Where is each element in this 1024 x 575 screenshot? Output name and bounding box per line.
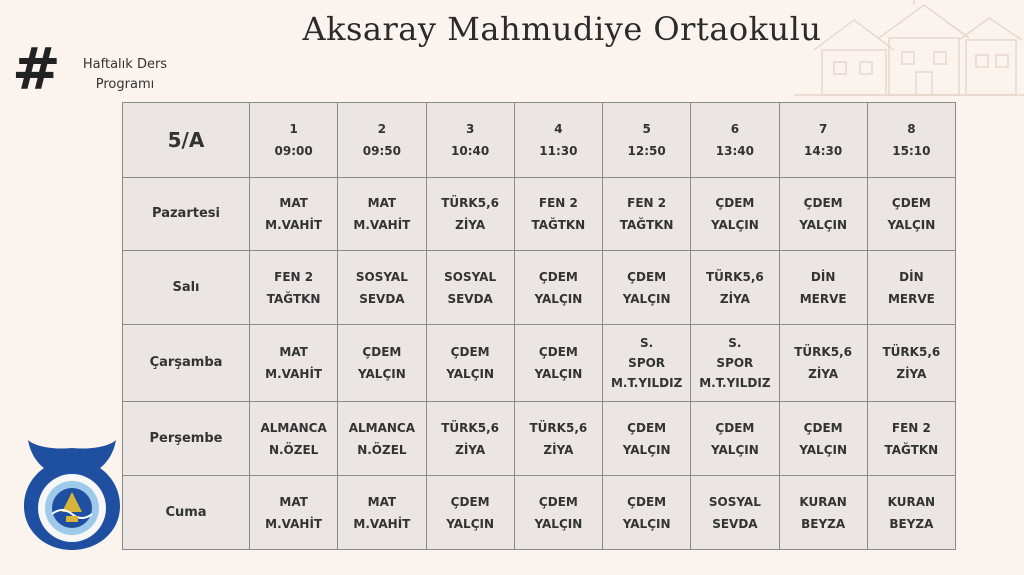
lesson-name: ÇDEM <box>803 196 843 210</box>
lesson-cell <box>603 476 691 550</box>
period-number: 8 <box>907 122 916 136</box>
lesson-cell <box>603 178 691 251</box>
period-number: 4 <box>554 122 563 136</box>
school-building-sketch <box>794 0 1024 100</box>
period-number: 5 <box>642 122 651 136</box>
lesson-detail: YALÇIN <box>357 367 406 381</box>
lesson-cell <box>426 251 514 325</box>
period-number: 2 <box>377 122 387 136</box>
lesson-name: MAT <box>279 494 308 509</box>
period-header <box>250 103 338 178</box>
lesson-detail: YALÇIN <box>710 218 759 232</box>
day-row <box>123 178 956 251</box>
lesson-name: ALMANCA <box>260 420 327 435</box>
lesson-cell <box>250 476 338 550</box>
lesson-cell <box>338 325 426 402</box>
period-header <box>779 103 867 178</box>
period-header <box>426 103 514 178</box>
lesson-cell <box>250 402 338 476</box>
lesson-name: ÇDEM <box>362 345 402 359</box>
period-header <box>603 103 691 178</box>
lesson-detail: ZİYA <box>455 218 486 232</box>
lesson-detail: YALÇIN <box>534 291 583 306</box>
lesson-name: DİN <box>899 269 924 284</box>
hashtag-icon: # <box>12 35 61 103</box>
lesson-cell <box>779 476 867 550</box>
period-number: 6 <box>730 122 740 136</box>
lesson-cell <box>603 251 691 325</box>
lesson-name: ÇDEM <box>627 269 667 284</box>
lesson-detail: BEYZA <box>801 516 846 531</box>
lesson-name: ÇDEM <box>538 494 578 509</box>
day-row <box>123 402 956 476</box>
lesson-detail: ZİYA <box>719 291 750 306</box>
lesson-cell <box>691 325 779 402</box>
lesson-cell <box>603 402 691 476</box>
lesson-name: ALMANCA <box>348 420 416 435</box>
lesson-detail: ZİYA <box>543 442 574 457</box>
lesson-detail: MERVE <box>887 291 935 306</box>
lesson-name: FEN 2 <box>274 269 314 284</box>
lesson-name: KURAN <box>887 494 936 509</box>
lesson-detail: SPOR <box>628 356 666 370</box>
header-row <box>123 103 956 178</box>
subtitle-line: Haftalık Ders <box>82 57 168 72</box>
lesson-cell <box>514 476 602 550</box>
day-row <box>123 476 956 550</box>
day-row <box>123 251 956 325</box>
lesson-cell <box>867 325 955 402</box>
school-logo <box>22 440 122 552</box>
lesson-name: ÇDEM <box>538 345 578 359</box>
period-time: 12:50 <box>627 144 666 158</box>
lesson-detail: YALÇIN <box>622 516 671 531</box>
day-row <box>123 325 956 402</box>
lesson-cell <box>867 251 955 325</box>
day-label: Salı <box>123 251 250 325</box>
lesson-name: ÇDEM <box>627 494 667 509</box>
lesson-detail: SEVDA <box>712 516 758 531</box>
period-header <box>691 103 779 178</box>
lesson-name: TÜRK5,6 <box>794 345 852 359</box>
period-time: 14:30 <box>804 144 843 158</box>
lesson-detail: M.T.YILDIZ <box>699 376 771 390</box>
lesson-cell <box>779 325 867 402</box>
weekly-schedule-table <box>122 102 956 550</box>
class-name-cell: 5/A <box>123 103 250 178</box>
subtitle-line: Programı <box>95 77 155 92</box>
lesson-detail: M.VAHİT <box>265 218 323 232</box>
lesson-name: FEN 2 <box>891 420 931 435</box>
lesson-detail: M.VAHİT <box>353 218 411 232</box>
lesson-cell <box>691 251 779 325</box>
lesson-cell <box>779 402 867 476</box>
lesson-detail: ZİYA <box>896 367 927 381</box>
lesson-detail: M.VAHİT <box>353 516 411 531</box>
lesson-detail: BEYZA <box>889 516 934 531</box>
lesson-name: DİN <box>810 269 836 284</box>
lesson-detail: YALÇIN <box>710 442 759 457</box>
day-label: Pazartesi <box>123 178 250 251</box>
lesson-name: TÜRK5,6 <box>441 420 499 435</box>
lesson-name: SOSYAL <box>708 494 761 509</box>
lesson-detail: M.VAHİT <box>265 516 323 531</box>
lesson-cell <box>250 178 338 251</box>
lesson-detail: YALÇIN <box>622 291 671 306</box>
period-time: 09:00 <box>274 144 313 158</box>
lesson-cell <box>338 178 426 251</box>
lesson-detail: N.ÖZEL <box>357 442 407 457</box>
lesson-cell <box>779 251 867 325</box>
lesson-cell <box>338 251 426 325</box>
lesson-detail: MERVE <box>799 291 847 306</box>
lesson-detail: SEVDA <box>359 291 405 306</box>
lesson-cell <box>250 251 338 325</box>
period-time: 09:50 <box>362 144 401 158</box>
lesson-name: MAT <box>279 196 308 210</box>
lesson-name: TÜRK5,6 <box>706 269 764 284</box>
lesson-name: TÜRK5,6 <box>882 345 941 359</box>
lesson-cell <box>514 325 602 402</box>
lesson-detail: YALÇIN <box>622 442 671 457</box>
lesson-name: TÜRK5,6 <box>441 196 499 210</box>
lesson-cell <box>867 402 955 476</box>
lesson-name: SOSYAL <box>444 269 497 284</box>
lesson-name: TÜRK5,6 <box>529 420 588 435</box>
lesson-cell <box>514 178 602 251</box>
period-time: 13:40 <box>715 144 754 158</box>
lesson-detail: YALÇIN <box>534 516 583 531</box>
lesson-cell <box>867 476 955 550</box>
lesson-detail: SEVDA <box>447 291 493 306</box>
lesson-name: FEN 2 <box>627 196 667 210</box>
lesson-cell <box>779 178 867 251</box>
lesson-cell <box>867 178 955 251</box>
lesson-detail: M.T.YILDIZ <box>610 376 683 390</box>
lesson-cell <box>514 251 602 325</box>
lesson-detail: TAĞTKN <box>531 218 586 232</box>
lesson-cell <box>426 476 514 550</box>
lesson-name: MAT <box>367 494 397 509</box>
lesson-detail: YALÇIN <box>446 516 495 531</box>
lesson-name: KURAN <box>799 494 847 509</box>
day-label: Perşembe <box>123 402 250 476</box>
lesson-name: ÇDEM <box>803 420 843 435</box>
lesson-detail: TAĞTKN <box>266 291 321 306</box>
lesson-detail: SPOR <box>716 356 754 370</box>
lesson-detail: ZİYA <box>455 442 486 457</box>
lesson-detail: YALÇIN <box>534 367 583 381</box>
lesson-name: ÇDEM <box>450 494 490 509</box>
lesson-cell <box>603 325 691 402</box>
lesson-cell <box>691 402 779 476</box>
day-label: Çarşamba <box>123 325 250 402</box>
lesson-name: S. <box>640 336 654 350</box>
lesson-detail: ZİYA <box>808 367 839 381</box>
day-label: Cuma <box>123 476 250 550</box>
lesson-detail: TAĞTKN <box>619 218 674 232</box>
period-number: 7 <box>818 122 828 136</box>
lesson-name: ÇDEM <box>891 196 931 210</box>
lesson-detail: YALÇIN <box>799 218 848 232</box>
lesson-name: ÇDEM <box>715 420 755 435</box>
lesson-detail: TAĞTKN <box>884 442 939 457</box>
subtitle <box>70 55 180 95</box>
lesson-detail: N.ÖZEL <box>268 442 319 457</box>
lesson-name: MAT <box>279 345 308 359</box>
lesson-cell <box>514 402 602 476</box>
lesson-cell <box>426 325 514 402</box>
lesson-detail: YALÇIN <box>799 442 848 457</box>
period-time: 10:40 <box>451 144 490 158</box>
lesson-cell <box>691 476 779 550</box>
lesson-cell <box>250 325 338 402</box>
lesson-detail: YALÇIN <box>446 367 495 381</box>
lesson-name: ÇDEM <box>715 196 755 210</box>
lesson-detail: M.VAHİT <box>265 367 323 381</box>
period-number: 1 <box>289 122 298 136</box>
page-title: Aksaray Mahmudiye Ortaokulu <box>302 10 822 48</box>
lesson-cell <box>426 178 514 251</box>
period-time: 11:30 <box>539 144 578 158</box>
period-header <box>338 103 426 178</box>
period-header <box>867 103 955 178</box>
period-time: 15:10 <box>892 144 931 158</box>
lesson-detail: YALÇIN <box>887 218 936 232</box>
lesson-name: S. <box>728 336 742 350</box>
lesson-name: ÇDEM <box>627 420 667 435</box>
period-header <box>514 103 602 178</box>
lesson-cell <box>338 476 426 550</box>
lesson-cell <box>338 402 426 476</box>
lesson-cell <box>691 178 779 251</box>
lesson-name: FEN 2 <box>538 196 578 210</box>
lesson-cell <box>426 402 514 476</box>
lesson-name: ÇDEM <box>538 269 578 284</box>
lesson-name: MAT <box>367 196 397 210</box>
period-number: 3 <box>465 122 475 136</box>
lesson-name: SOSYAL <box>355 269 408 284</box>
lesson-name: ÇDEM <box>450 345 490 359</box>
